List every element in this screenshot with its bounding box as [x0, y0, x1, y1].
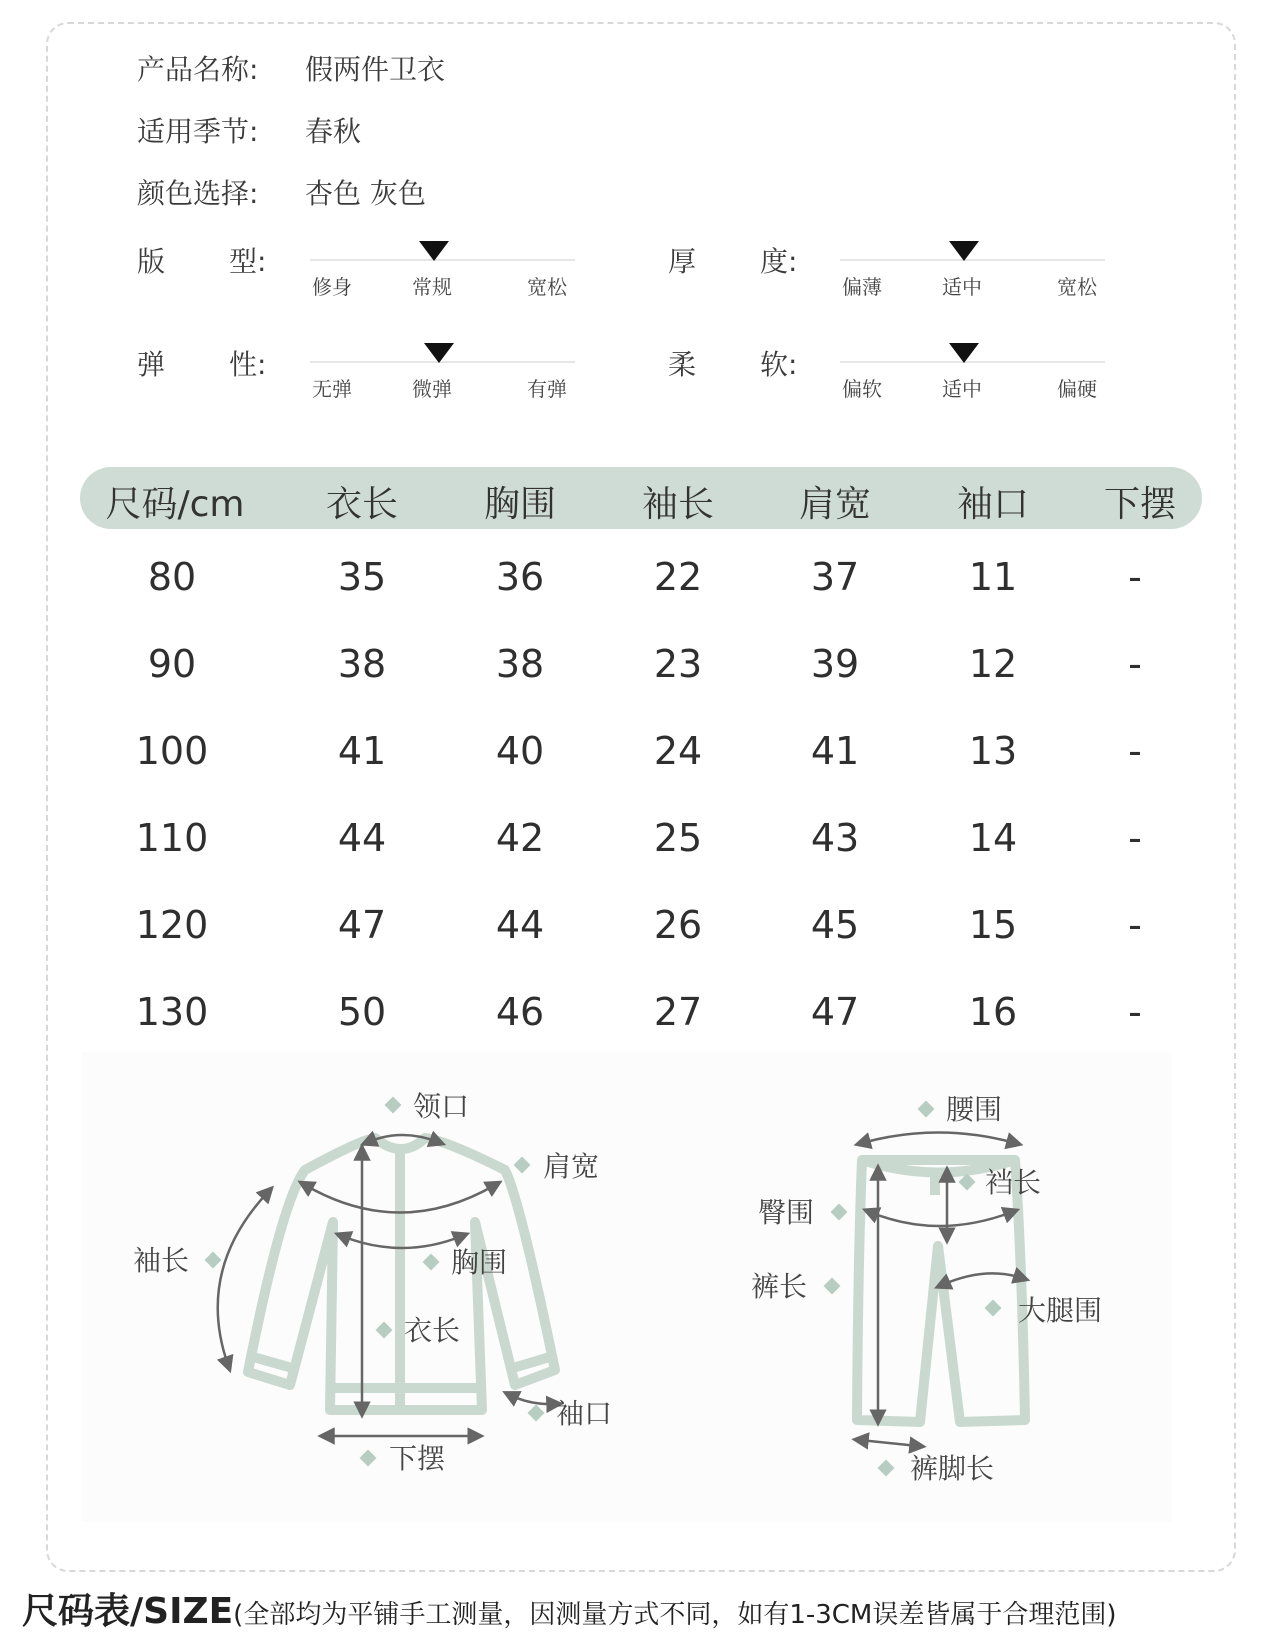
cell-cuff: 12: [968, 642, 1018, 686]
length-label: 衣长: [404, 1314, 461, 1347]
cell-hem: -: [1128, 555, 1142, 599]
cell-length: 44: [337, 816, 387, 860]
elasticity-label-1: 弹: [137, 348, 166, 381]
waist-marker-icon: [918, 1101, 935, 1118]
color-label: 颜色选择:: [137, 177, 259, 210]
footer-title: 尺码表/SIZE: [22, 1591, 234, 1632]
fit-label-2: 型:: [229, 245, 267, 278]
header-chest: 胸围: [483, 484, 557, 525]
waist-label: 腰围: [946, 1093, 1003, 1126]
cell-cuff: 14: [968, 816, 1018, 860]
thigh-label: 大腿围: [1018, 1294, 1103, 1327]
leg-opening-marker-icon: [878, 1460, 895, 1477]
cell-shoulder: 45: [810, 903, 860, 947]
cell-shoulder: 47: [810, 990, 860, 1034]
header-length: 衣长: [325, 484, 399, 525]
leg-opening-label: 裤脚长: [910, 1452, 995, 1485]
thickness-option: 偏薄: [842, 275, 882, 299]
cuff-label: 袖口: [556, 1397, 613, 1430]
footer-note: (全部均为平铺手工测量，因测量方式不同，如有1-3CM误差皆属于合理范围): [233, 1600, 1117, 1630]
cell-cuff: 11: [968, 555, 1018, 599]
season-label: 适用季节:: [137, 115, 259, 148]
chest-marker-icon: [423, 1254, 440, 1271]
sleeve-label: 袖长: [133, 1244, 190, 1277]
cell-size: 120: [135, 903, 209, 947]
softness-option: 适中: [942, 377, 982, 401]
hip-label: 臀围: [758, 1196, 815, 1229]
cell-chest: 38: [495, 642, 545, 686]
cell-length: 47: [337, 903, 387, 947]
softness-label-1: 柔: [668, 348, 697, 381]
cell-size: 80: [147, 555, 197, 599]
shoulder-marker-icon: [514, 1157, 531, 1174]
cell-shoulder: 39: [810, 642, 860, 686]
collar-label: 领口: [413, 1090, 470, 1123]
rise-label: 裆长: [985, 1166, 1042, 1199]
cell-cuff: 15: [968, 903, 1018, 947]
pants-length-marker-icon: [824, 1278, 841, 1295]
elasticity-label-2: 性:: [229, 348, 267, 381]
product-label: 产品名称:: [137, 53, 259, 86]
chest-label: 胸围: [451, 1246, 508, 1279]
cell-chest: 40: [495, 729, 545, 773]
header-hem: 下摆: [1103, 484, 1177, 525]
header-shoulder: 肩宽: [798, 484, 872, 525]
hip-marker-icon: [831, 1204, 848, 1221]
cell-chest: 46: [495, 990, 545, 1034]
cell-length: 35: [337, 555, 387, 599]
cell-hem: -: [1128, 990, 1142, 1034]
hem-marker-icon: [360, 1450, 377, 1467]
fit-option: 常规: [412, 275, 452, 299]
cell-size: 130: [135, 990, 209, 1034]
elasticity-option: 微弹: [412, 377, 452, 401]
length-marker-icon: [376, 1322, 393, 1339]
elasticity-option: 无弹: [312, 377, 352, 401]
softness-option: 偏硬: [1057, 377, 1097, 401]
shoulder-label: 肩宽: [543, 1150, 600, 1183]
footer-caption: [22, 1583, 1117, 1634]
cell-sleeve: 25: [653, 816, 703, 860]
header-sleeve: 袖长: [641, 484, 715, 525]
thickness-option: 宽松: [1057, 275, 1097, 299]
fit-option: 宽松: [527, 275, 567, 299]
sleeve-marker-icon: [205, 1252, 222, 1269]
pants-length-label: 裤长: [751, 1270, 808, 1303]
collar-marker-icon: [385, 1097, 402, 1114]
cell-sleeve: 26: [653, 903, 703, 947]
softness-option: 偏软: [842, 377, 882, 401]
cuff-marker-icon: [528, 1405, 545, 1422]
cell-chest: 36: [495, 555, 545, 599]
cell-hem: -: [1128, 816, 1142, 860]
cell-cuff: 16: [968, 990, 1018, 1034]
cell-hem: -: [1128, 903, 1142, 947]
pants-outline: [857, 1160, 1025, 1422]
cell-sleeve: 27: [653, 990, 703, 1034]
sweater-outline: [248, 1138, 555, 1410]
cell-cuff: 13: [968, 729, 1018, 773]
thigh-marker-icon: [985, 1300, 1002, 1317]
cell-sleeve: 22: [653, 555, 703, 599]
header-cuff: 袖口: [956, 484, 1030, 525]
cell-size: 100: [135, 729, 209, 773]
thickness-option: 适中: [942, 275, 982, 299]
cell-length: 38: [337, 642, 387, 686]
cell-shoulder: 41: [810, 729, 860, 773]
product-value: 假两件卫衣: [305, 53, 446, 86]
cell-hem: -: [1128, 729, 1142, 773]
cell-chest: 44: [495, 903, 545, 947]
season-value: 春秋: [305, 115, 362, 148]
fit-option: 修身: [312, 275, 352, 299]
hem-label: 下摆: [389, 1442, 446, 1475]
elasticity-option: 有弹: [527, 377, 567, 401]
thickness-label-1: 厚: [668, 245, 697, 278]
cell-shoulder: 37: [810, 555, 860, 599]
fit-label-1: 版: [137, 245, 166, 278]
thickness-label-2: 度:: [760, 245, 798, 278]
softness-label-2: 软:: [760, 348, 798, 381]
cell-sleeve: 24: [653, 729, 703, 773]
color-value: 杏色 灰色: [305, 177, 426, 210]
header-size: 尺码/cm: [105, 484, 245, 525]
cell-size: 90: [147, 642, 197, 686]
cell-hem: -: [1128, 642, 1142, 686]
cell-length: 50: [337, 990, 387, 1034]
cell-length: 41: [337, 729, 387, 773]
cell-shoulder: 43: [810, 816, 860, 860]
cell-sleeve: 23: [653, 642, 703, 686]
cell-chest: 42: [495, 816, 545, 860]
cell-size: 110: [135, 816, 209, 860]
